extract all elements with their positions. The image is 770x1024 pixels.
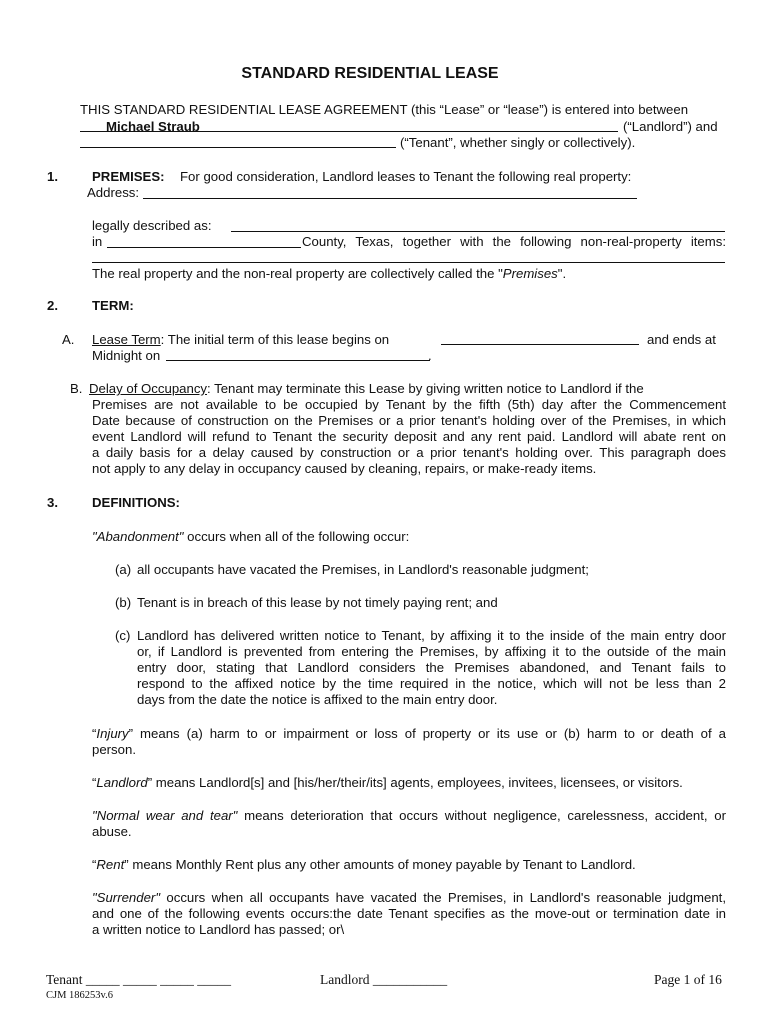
address-label: Address: — [87, 185, 140, 200]
item-c-line: entry door, stating that Landlord considers the Premises abandoned, and Tenant fails to — [137, 660, 726, 675]
injury-line-2: person. — [92, 742, 136, 757]
surrender-line-1: "Surrender" occurs when all occupants have vacated the Premises, in Landlord's reasonable judgment, — [92, 890, 726, 905]
rent-definition: “Rent” means Monthly Rent plus any other amounts of money payable by Tenant to Landlord. — [92, 857, 636, 872]
lease-end-period: . — [428, 348, 432, 363]
legal-description-field[interactable] — [231, 231, 725, 232]
landlord-definition: “Landlord” means Landlord[s] and [his/her/their/its] agents, employees, invitees, licensees, or visitors. — [92, 775, 683, 790]
surrender-line-3: a written notice to Landlord has passed; or\ — [92, 922, 345, 937]
county-text: County, Texas, together with the following non-real-property items: — [302, 234, 726, 249]
landlord-tag: (“Landlord”) and — [623, 119, 718, 134]
intro-line: THIS STANDARD RESIDENTIAL LEASE AGREEMENT (this “Lease” or “lease”) is entered into between — [80, 102, 689, 117]
surrender-definition — [92, 890, 726, 938]
section-1-text: For good consideration, Landlord leases to Tenant the following real property: — [180, 169, 632, 184]
item-c-line: or, if Landlord is prevented from entering the Premises, by affixing it to the outside of the main — [137, 644, 726, 659]
normal-wear-line-1: "Normal wear and tear" means deterioration that occurs without negligence, carelessness, accident, or — [92, 808, 726, 823]
normal-wear-line-2: abuse. — [92, 824, 132, 839]
footer-landlord-initials: Landlord ___________ — [320, 972, 448, 987]
item-c-text — [137, 628, 726, 708]
delay-occupancy-line: a daily basis for a delay caused by construction or a prior tenant's holding over. This paragraph does — [92, 445, 726, 460]
legal-description-label: legally described as: — [92, 218, 212, 233]
item-c-label: (c) — [115, 628, 131, 643]
delay-occupancy-line: event Landlord will refund to Tenant the security deposit and any rent paid. Landlord will abate rent on — [92, 429, 726, 444]
item-c-line: Landlord has delivered written notice to Tenant, by affixing it to the inside of the main entry door — [137, 628, 726, 643]
injury-line-1: “Injury” means (a) harm to or impairment or loss of property or its use or (b) harm to or death of a — [92, 726, 726, 741]
section-3-number: 3. — [47, 495, 58, 510]
footer-document-code: CJM 186253v.6 — [46, 990, 113, 1001]
lease-term-line: Lease Term: The initial term of this lease begins on — [92, 332, 390, 347]
section-1-number: 1. — [47, 169, 58, 184]
section-1-heading: PREMISES: — [92, 169, 165, 184]
section-3-heading: DEFINITIONS: — [92, 495, 180, 510]
document-title: STANDARD RESIDENTIAL LEASE — [241, 65, 499, 82]
section-2-number: 2. — [47, 298, 58, 313]
normal-wear-definition — [92, 808, 726, 840]
delay-occupancy-text — [92, 397, 726, 477]
midnight-label: Midnight on — [92, 348, 161, 363]
lease-start-field[interactable] — [441, 344, 639, 345]
county-field[interactable] — [107, 247, 301, 248]
premises-definition: The real property and the non-real property are collectively called the "Premises". — [92, 266, 567, 281]
tenant-tag: (“Tenant”, whether singly or collectively). — [400, 135, 636, 150]
lease-end-field[interactable] — [166, 360, 430, 361]
section-2-heading: TERM: — [92, 298, 134, 313]
item-a-label: (a) — [115, 562, 132, 577]
footer-tenant-initials: Tenant _____ _____ _____ _____ — [46, 972, 232, 987]
item-c-line: respond to the affixed notice by the time required in the notice, which will not be less than 2 — [137, 676, 726, 691]
item-b-text: Tenant is in breach of this lease by not timely paying rent; and — [137, 595, 498, 610]
injury-definition — [92, 726, 726, 758]
landlord-name: Michael Straub — [106, 119, 200, 134]
surrender-line-2: and one of the following events occurs:the date Tenant specifies as the move-out or termination date in — [92, 906, 726, 921]
delay-occupancy-line: Date because of construction on the Premises or a prior tenant's holding over of the Premises, in which — [92, 413, 726, 428]
item-c-line: days from the date the notice is affixed to the main entry door. — [137, 692, 498, 707]
lease-term-and: and ends at — [647, 332, 716, 347]
non-real-property-field[interactable] — [92, 262, 725, 263]
delay-occupancy-line: not apply to any delay in occupancy caused by cleaning, repairs, or make-ready items. — [92, 461, 597, 476]
footer-page-number: Page 1 of 16 — [654, 972, 722, 987]
item-a-text: all occupants have vacated the Premises, in Landlord's reasonable judgment; — [137, 562, 589, 577]
abandonment-definition: "Abandonment" occurs when all of the following occur: — [92, 529, 410, 544]
tenant-name-field[interactable] — [80, 147, 396, 148]
in-label: in — [92, 234, 103, 249]
term-b-label: B. — [70, 381, 83, 396]
term-a-label: A. — [62, 332, 75, 347]
item-b-label: (b) — [115, 595, 132, 610]
address-field[interactable] — [143, 198, 637, 199]
delay-occupancy-first-line: Delay of Occupancy: Tenant may terminate this Lease by giving written notice to Landlord if the — [89, 381, 644, 396]
delay-occupancy-line: Premises are not available to be occupied by Tenant by the fifth (5th) day after the Commencement — [92, 397, 726, 412]
